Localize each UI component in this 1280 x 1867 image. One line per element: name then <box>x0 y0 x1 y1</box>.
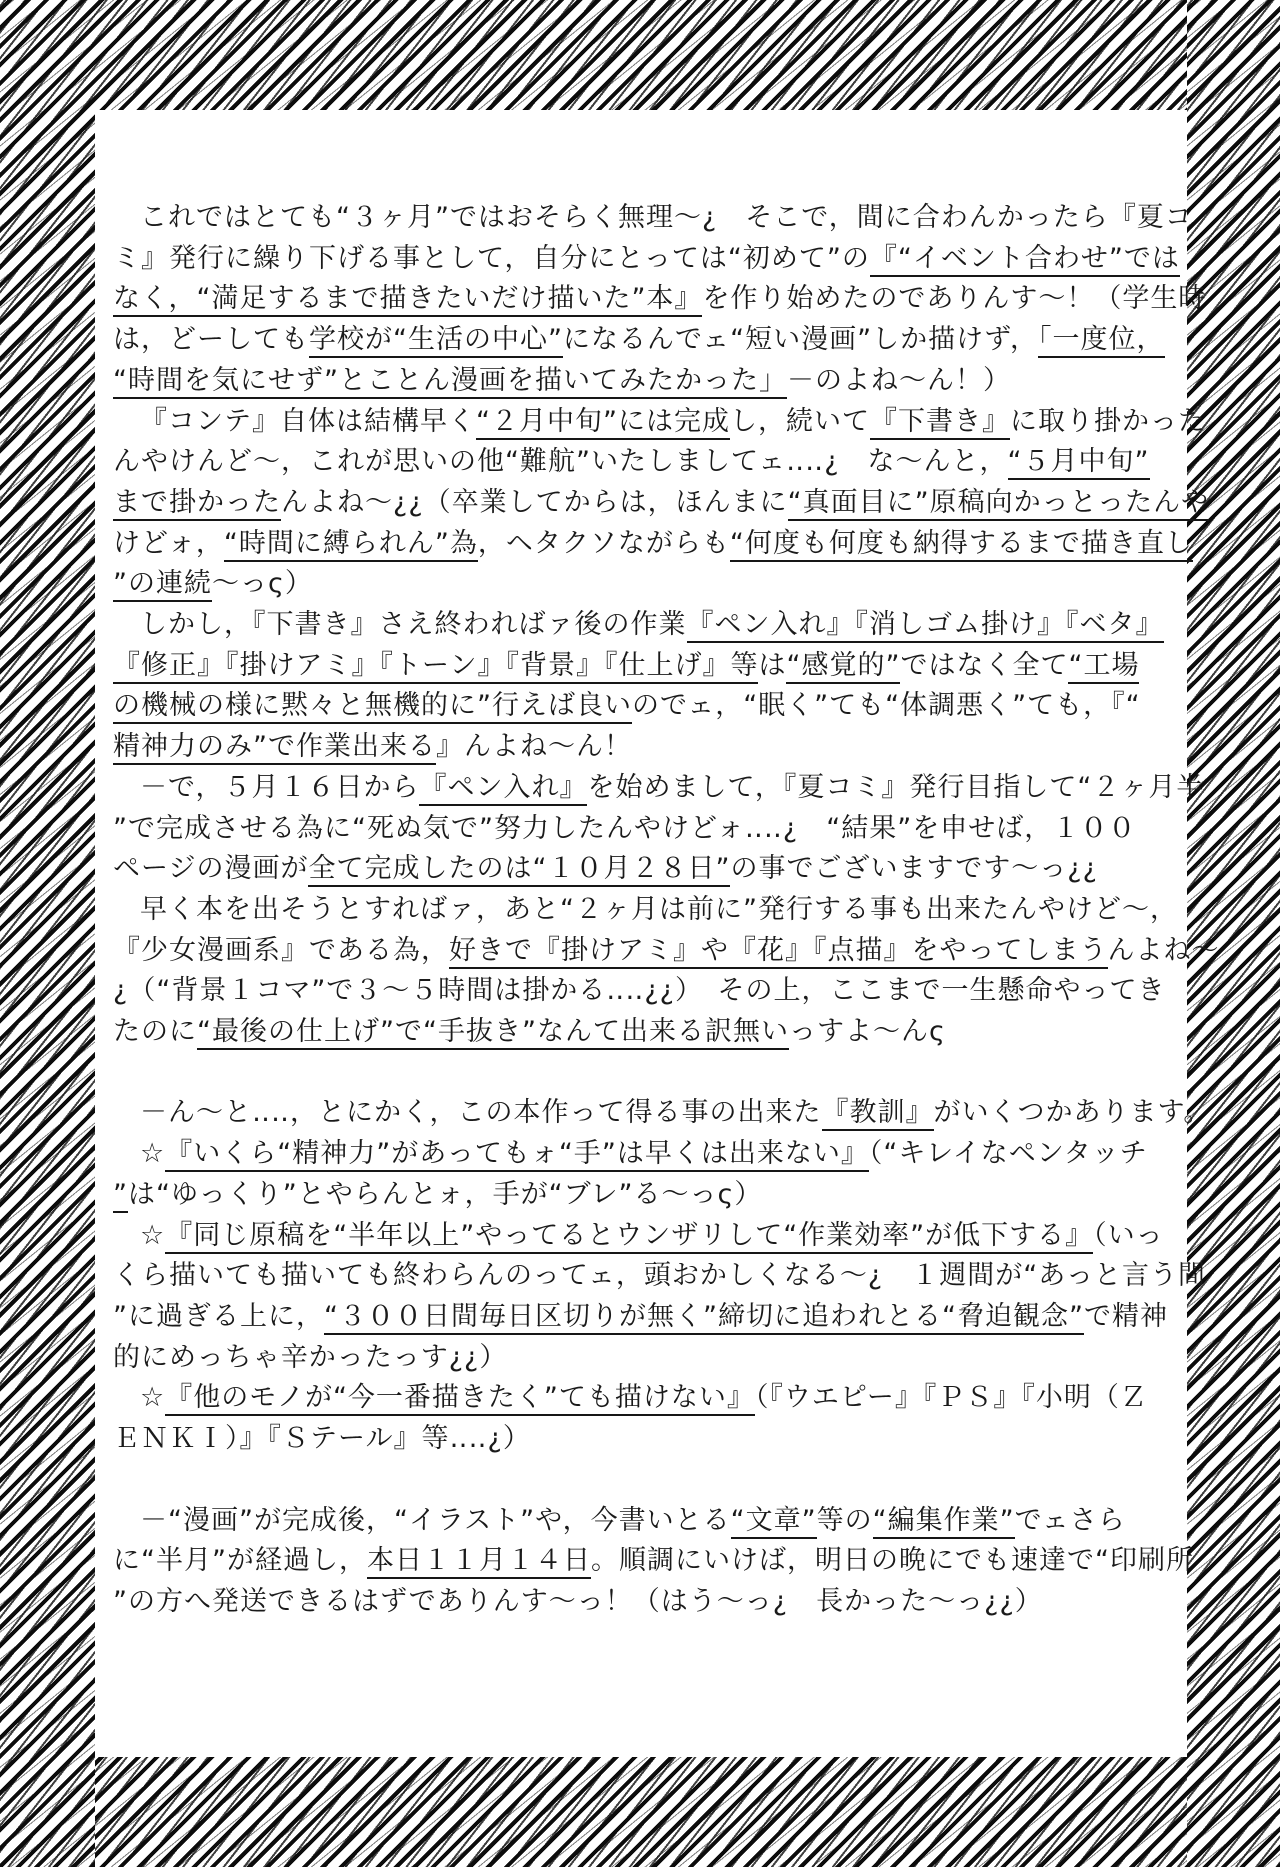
underlined-text: 学校が“生活の中心” <box>309 324 563 358</box>
document-text <box>113 198 1220 1623</box>
plain-text: －で，５月１６日から <box>140 771 420 803</box>
underlined-text: なく，“満足するまで描きたいだけ描いた”本』 <box>113 283 702 317</box>
plain-text: のでェ，“眠く”ても“体調悪く”ても，『“ <box>632 690 1141 722</box>
underlined-text: “工場 <box>1068 650 1139 684</box>
plain-text: に取り掛かった <box>1009 405 1206 437</box>
plain-text: （いっ <box>1093 1219 1164 1251</box>
hatch-border-right <box>1187 0 1280 1867</box>
underlined-text: 『同じ原稿を“半年以上”やってるとウンザリして“作業効率”が低下する』 <box>165 1220 1093 1254</box>
plain-text: んよね～ <box>1107 934 1220 966</box>
plain-text: ☆ <box>140 1382 166 1414</box>
underlined-text: 『いくら“精神力”があってもォ“手”は早くは出来ない』 <box>165 1138 869 1172</box>
underlined-text: 『下書き』 <box>870 406 1010 440</box>
underlined-text: 『“イベント合わせ”では <box>870 243 1180 277</box>
plain-text: 等の <box>816 1504 873 1536</box>
plain-text: がいくつかあります。 <box>933 1097 1212 1129</box>
underlined-text: 『他のモノが“今一番描きたく”ても描けない』 <box>165 1382 755 1416</box>
text-line <box>113 402 1206 443</box>
plain-text: ”で完成させる為に“死ぬ気で”努力したんやけどォ‥‥¿ “結果”を申せば，１００ <box>113 812 1137 844</box>
text-line <box>113 1012 1169 1053</box>
text-line <box>113 605 1169 646</box>
plain-text: しかし，『下書き』さえ終わればァ後の作業 <box>140 609 687 641</box>
plain-text: の事でございますです～っ¿¿ <box>730 853 1098 885</box>
underlined-text: ” <box>113 1179 128 1213</box>
underlined-text: “最後の仕上げ”で“手抜き”なんて出来る訳無い <box>197 1016 789 1050</box>
plain-text: っすよ～んς <box>788 1016 946 1048</box>
plain-text: ”に過ぎる上に， <box>113 1300 324 1332</box>
text-line <box>113 1501 1169 1542</box>
plain-text: になるんでェ“短い漫画”しか描けず， <box>562 324 1038 356</box>
plain-text: は，どーしても <box>113 324 309 356</box>
text-line <box>113 279 1207 320</box>
underlined-text: “感覚的” <box>786 650 900 684</box>
plain-text: で精神 <box>1083 1300 1168 1332</box>
underlined-text: 『ペン入れ』『消しゴム掛け』『ベタ』 <box>687 609 1164 643</box>
text-line <box>113 931 1220 972</box>
underlined-text: 「一度位， <box>1038 324 1165 358</box>
underlined-text: 全て完成したのは“１０月２８日” <box>308 853 730 887</box>
plain-text: けどォ， <box>113 527 224 559</box>
underlined-text: “３００日間毎日区切りが無く”締切に追われとる“脅迫観念” <box>324 1301 1084 1335</box>
blank-line <box>113 1053 1169 1094</box>
text-line <box>113 971 1169 1012</box>
plain-text: ☆ <box>140 1138 166 1170</box>
text-line <box>113 442 1169 483</box>
hatch-border-top <box>0 0 1280 110</box>
text-line <box>113 524 1193 565</box>
underlined-text: 精神力のみ”で作業出来る <box>113 731 436 765</box>
plain-text: 的にめっちゃ辛かったっす¿¿） <box>113 1341 508 1373</box>
plain-text: ミ』発行に繰り下げる事として，自分にとっては“初めて”の <box>113 242 870 274</box>
plain-text: 』んよね～ん！ <box>436 731 632 763</box>
plain-text: し，続いて <box>729 405 870 437</box>
plain-text: ではなく全て <box>900 649 1069 681</box>
text-line <box>113 1541 1194 1582</box>
text-line <box>113 1297 1169 1338</box>
underlined-text: “編集作業” <box>873 1505 1015 1539</box>
underlined-text: まで掛かった <box>113 487 281 521</box>
text-line <box>113 239 1180 280</box>
text-line <box>113 890 1178 931</box>
plain-text: ，ヘタクソながらも <box>477 527 730 559</box>
plain-text: 『コンテ』自体は結構早く <box>140 405 476 437</box>
plain-text: ¿（“背景１コマ”で３～５時間は掛かる‥‥¿¿） その上，ここまで一生懸命やってき <box>113 975 1166 1007</box>
text-line <box>113 1216 1169 1257</box>
underlined-text: の機械の様に黙々と無機的に”行えば良い <box>113 690 632 724</box>
underlined-text: “真面目に”原稿向かっとったんや <box>788 487 1209 521</box>
underlined-text: “時間を気にせず”とことん漫画を描いてみたかった」 <box>113 365 787 399</box>
plain-text: これではとても“３ヶ月”ではおそらく無理～¿ そこで，間に合わんかったら『夏コ <box>140 202 1193 233</box>
text-line <box>113 1093 1212 1134</box>
plain-text: 『少女漫画系』である為， <box>113 934 449 966</box>
text-line <box>113 483 1210 524</box>
plain-text: －ん～と‥‥，とにかく，この本作って得る事の出来た <box>140 1097 822 1129</box>
plain-text: ”の方へ発送できるはずでありんす～っ！（はう～っ¿ 長かった～っ¿¿） <box>113 1585 1043 1617</box>
underlined-text: 本日１１月１４日 <box>367 1545 591 1579</box>
plain-text: は“ゆっくり”とやらんとォ，手が“ブレ”る～っς） <box>128 1178 763 1210</box>
plain-text: （“キレイなペンタッチ <box>868 1138 1148 1170</box>
underlined-text: “５月中旬” <box>1008 446 1150 480</box>
plain-text: くら描いても描いても終わらんのってェ，頭おかしくなる～¿ １週間が“あっと言う間 <box>113 1260 1206 1292</box>
page-content-area <box>95 110 1220 1757</box>
underlined-text: “何度も何度も納得するまで描き直し <box>730 528 1193 562</box>
plain-text: 早く本を出そうとすればァ，あと“２ヶ月は前に”発行する事も出来たんやけど～， <box>140 893 1178 925</box>
plain-text: に“半月”が経過し， <box>113 1545 367 1577</box>
plain-text: （『ウエピー』『ＰＳ』『小明（Ｚ <box>754 1382 1148 1414</box>
text-line <box>113 1134 1169 1175</box>
plain-text: ページの漫画が <box>113 853 309 885</box>
text-line <box>113 646 1169 687</box>
underlined-text: 『修正』『掛けアミ』『トーン』『背景』『仕上げ』等 <box>113 650 758 684</box>
underlined-text: “文章” <box>731 1505 817 1539</box>
underlined-text: “２月中旬”には完成 <box>476 406 730 440</box>
plain-text: たのに <box>113 1016 197 1048</box>
text-line <box>113 1256 1206 1297</box>
text-line <box>113 361 1169 402</box>
plain-text: を始めまして，『夏コミ』発行目指して“２ヶ月半 <box>587 771 1205 803</box>
plain-text: んやけんど～，これが思いの他“難航”いたしましてェ‥‥¿ な～んと， <box>113 446 1008 478</box>
plain-text: －のよね～ん！） <box>786 364 1011 396</box>
text-line <box>113 768 1205 809</box>
text-line <box>113 1582 1169 1623</box>
plain-text: でェさら <box>1014 1504 1126 1536</box>
hatch-border-bottom <box>0 1757 1280 1867</box>
underlined-text: ”の連続 <box>113 568 212 602</box>
underlined-text: 『ペン入れ』 <box>419 772 587 806</box>
text-line <box>113 1175 1169 1216</box>
plain-text: ＥＮＫＩ）』『Ｓテール』等‥‥¿） <box>113 1423 531 1455</box>
underlined-text: 好きで『掛けアミ』や『花』『点描』をやってしまう <box>449 935 1108 969</box>
plain-text: ～っς） <box>212 568 313 600</box>
plain-text: ☆ <box>140 1219 166 1251</box>
text-line <box>113 727 1169 768</box>
text-line <box>113 849 1169 890</box>
blank-line <box>113 1460 1169 1501</box>
plain-text: －“漫画”が完成後，“イラスト”や，今書いとる <box>140 1504 731 1536</box>
text-line <box>113 1419 1169 1460</box>
plain-text: んよね～¿¿（卒業してからは，ほんまに <box>281 486 788 518</box>
text-line <box>113 809 1169 850</box>
hatch-border-left <box>0 0 95 1867</box>
text-line <box>113 564 1169 605</box>
underlined-text: “時間に縛られん”為 <box>224 528 478 562</box>
text-line <box>113 198 1193 239</box>
plain-text: を作り始めたのでありんす～！（学生時 <box>702 283 1207 315</box>
text-line <box>113 686 1169 727</box>
text-line <box>113 1338 1169 1379</box>
plain-text: 。順調にいけば，明日の晩にでも速達で“印刷所 <box>590 1545 1194 1577</box>
text-line <box>113 320 1169 361</box>
text-line <box>113 1378 1169 1419</box>
plain-text: は <box>758 649 787 681</box>
underlined-text: 『教訓』 <box>822 1097 934 1131</box>
